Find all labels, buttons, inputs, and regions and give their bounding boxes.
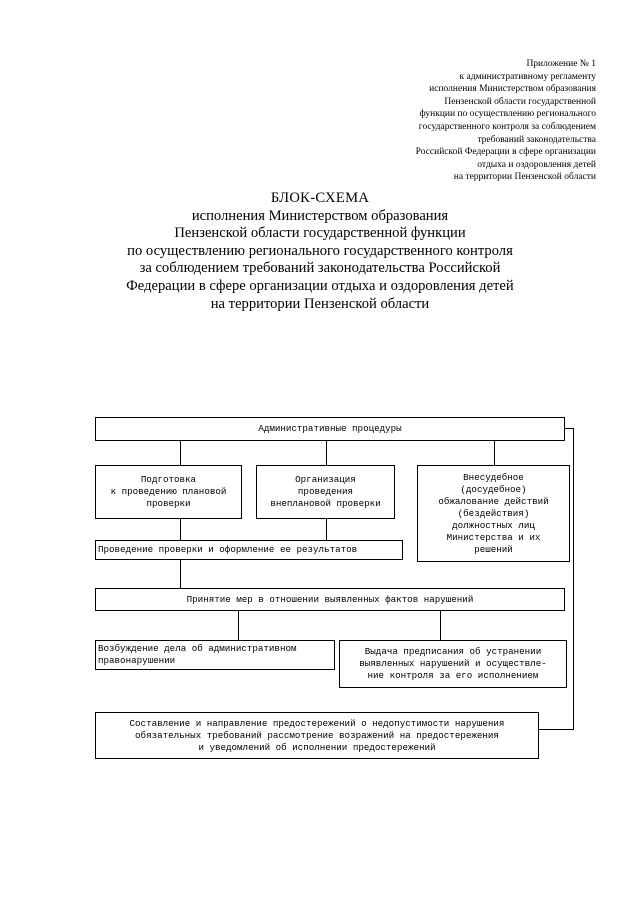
box-text: решений xyxy=(474,543,513,555)
appendix-line: отдыха и оздоровления детей xyxy=(477,159,596,170)
connector-line xyxy=(440,610,441,640)
admin-procedures-box xyxy=(95,417,565,441)
connector-line xyxy=(180,559,181,588)
feedback-line xyxy=(573,428,574,730)
box-text: Принятие мер в отношении выявленных фактов нарушений xyxy=(186,593,474,605)
box-text: ние контроля за его исполнением xyxy=(367,670,539,681)
connector-line xyxy=(180,440,181,465)
measures-box xyxy=(95,588,565,611)
box-text: (досудебное) xyxy=(460,483,527,495)
connector-line xyxy=(326,518,327,540)
unplanned-inspection-box xyxy=(256,465,395,519)
title-line: Федерации в сфере организации отдыха и оздоровления детей xyxy=(126,277,514,294)
box-text: к проведению плановой xyxy=(110,486,227,497)
appendix-line: государственного контроля за соблюдением xyxy=(418,121,596,132)
box-text: Проведение проверки и оформление ее результатов xyxy=(98,544,358,555)
conduct-inspection-box xyxy=(95,540,403,560)
appendix-line: Приложение № 1 xyxy=(526,59,596,69)
appendix-line: исполнения Министерством образования xyxy=(429,84,596,95)
box-text: Внесудебное xyxy=(463,471,524,483)
box-text: проведения xyxy=(297,486,354,497)
box-text: внеплановой проверки xyxy=(270,498,381,509)
title-line: за соблюдением требований законодательства Российской xyxy=(139,260,501,277)
connector-line xyxy=(326,440,327,465)
box-text: правонарушении xyxy=(98,655,176,666)
appendix-note xyxy=(346,58,596,184)
connector-line xyxy=(238,610,239,640)
box-text: (бездействия) xyxy=(457,507,530,519)
title-line: по осуществлению регионального государственного контроля xyxy=(127,242,513,259)
warnings-box xyxy=(95,712,539,759)
title-line: на территории Пензенской области xyxy=(210,295,430,312)
appeal-box xyxy=(417,465,570,562)
prescription-box xyxy=(339,640,567,688)
appendix-line: Российской Федерации в сфере организации xyxy=(415,147,596,158)
appendix-line: на территории Пензенской области xyxy=(453,172,596,183)
appendix-line: Пензенской области государственной xyxy=(444,96,596,107)
box-text: Возбуждение дела об административном xyxy=(98,643,297,654)
box-text: Составление и направление предостережений о недопустимости нарушения xyxy=(129,717,505,729)
box-text: Административные процедуры xyxy=(258,423,402,434)
document-title xyxy=(0,190,640,313)
box-text: должностных лиц xyxy=(452,519,535,531)
box-text: Выдача предписания об устранении xyxy=(364,646,542,657)
connector-line xyxy=(494,440,495,465)
administrative-case-box xyxy=(95,640,335,670)
appendix-line: к административному регламенту xyxy=(459,71,596,82)
box-text: Подготовка xyxy=(140,474,197,485)
box-text: выявленных нарушений и осуществле- xyxy=(359,658,547,669)
box-text: проверки xyxy=(146,498,191,509)
title-line: Пензенской области государственной функции xyxy=(174,225,466,242)
title-line: исполнения Министерством образования xyxy=(191,207,449,224)
box-text: обязательных требований рассмотрение возражений на предостережения xyxy=(135,729,499,741)
appendix-line: функции по осуществлению регионального xyxy=(419,109,596,120)
planned-inspection-box xyxy=(95,465,242,519)
box-text: и уведомлений об исполнении предостережений xyxy=(198,741,436,753)
box-text: Министерства и их xyxy=(446,531,541,543)
feedback-line xyxy=(538,729,574,730)
box-text: обжалование действий xyxy=(438,495,549,507)
appendix-line: требований законодательства xyxy=(477,134,596,145)
connector-line xyxy=(180,518,181,540)
title-heading: БЛОК-СХЕМА xyxy=(270,190,370,206)
box-text: Организация xyxy=(295,474,356,485)
